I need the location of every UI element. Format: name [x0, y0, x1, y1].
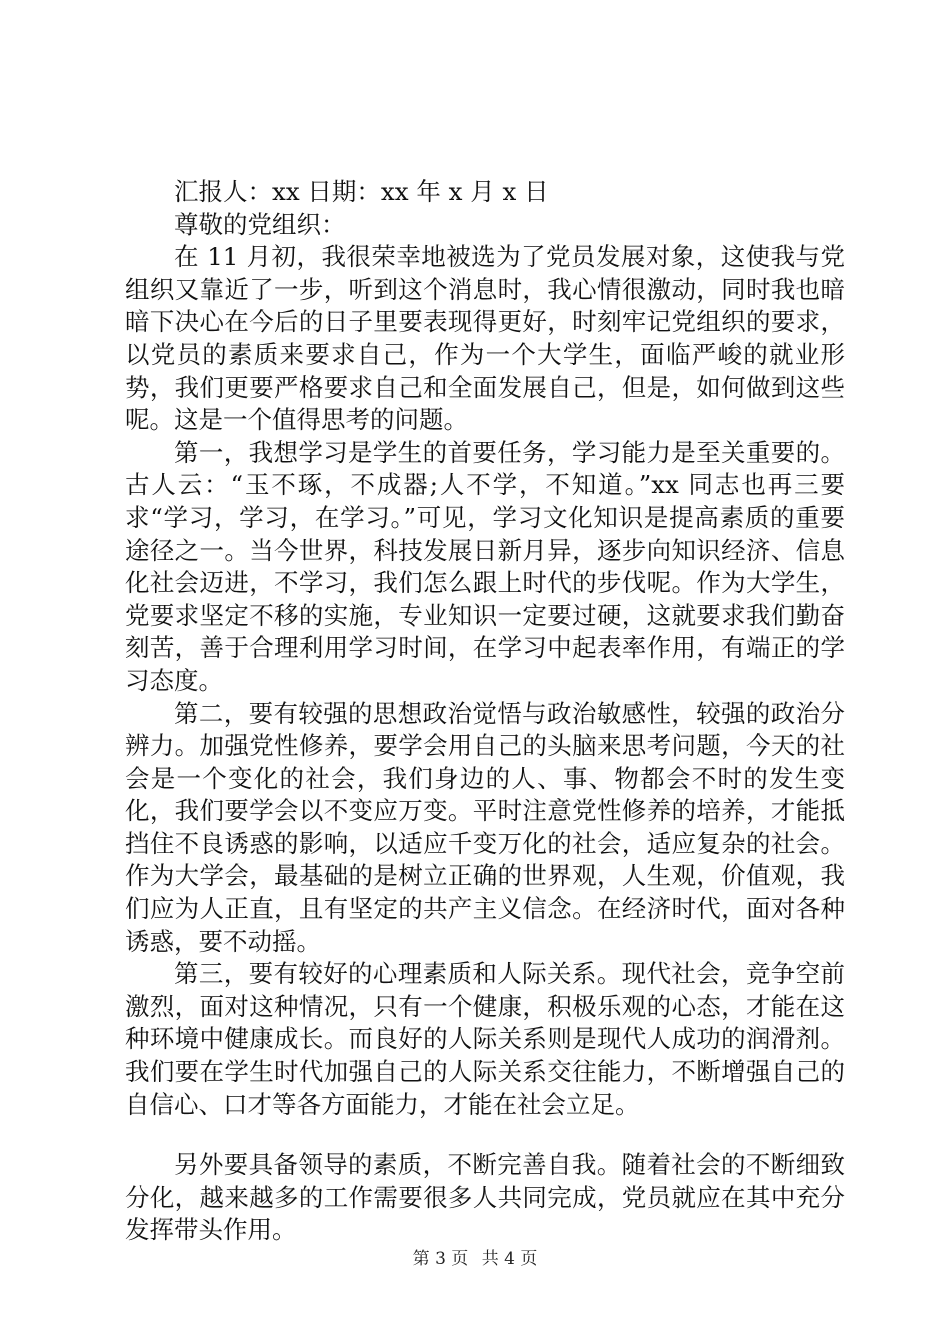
paragraph-leadership: 另外要具备领导的素质，不断完善自我。随着社会的不断细致分化，越来越多的工作需要很多人共同完成，党员就应在其中充分发挥带头作用。 [125, 1150, 845, 1245]
paragraph-intro: 在 11 月初，我很荣幸地被选为了党员发展对象，这使我与党组织又靠近了一步，听到这个消息时，我心情很激动，同时我也暗暗下决心在今后的日子里要表现得更好，时刻牢记党组织的要求，以党员的素质来要求自己，作为一个大学生，面临严峻的就业形势，我们更要严格要求自己和全面发展自己，但是，如何做到这些呢。这是一个值得思考的问题。 [125, 242, 845, 435]
page-total: 共 4 页 [481, 1249, 538, 1269]
paragraph-first-point: 第一，我想学习是学生的首要任务，学习能力是至关重要的。古人云：“玉不琢，不成器;人不学，不知道。”xx 同志也再三要求“学习，学习，在学习。”可见，学习文化知识是提高素质的重要途径之一。当今世界，科技发展日新月异，逐步向知识经济、信息化社会迈进，不学习，我们怎么跟上时代的步伐呢。作为大学生，党要求坚定不移的实施，专业知识一定要过硬，这就要求我们勤奋刻苦，善于合理利用学习时间，在学习中起表率作用，有端正的学习态度。 [125, 437, 845, 695]
paragraph-third-point: 第三，要有较好的心理素质和人际关系。现代社会，竞争空前激烈，面对这种情况，只有一个健康，积极乐观的心态，才能在这种环境中健康成长。而良好的人际关系则是现代人成功的润滑剂。我们要在学生时代加强自己的人际关系交往能力，不断增强自己的自信心、口才等各方面能力，才能在社会立足。 [125, 959, 845, 1119]
paragraph-second-point: 第二，要有较强的思想政治觉悟与政治敏感性，较强的政治分辨力。加强党性修养，要学会用自己的头脑来思考问题，今天的社会是一个变化的社会，我们身边的人、事、物都会不时的发生变化，我们要学会以不变应万变。平时注意党性修养的培养，才能抵挡住不良诱惑的影响，以适应千变万化的社会，适应复杂的社会。作为大学会，最基础的是树立正确的世界观，人生观，价值观，我们应为人正直，且有坚定的共产主义信念。在经济时代，面对各种诱惑，要不动摇。 [125, 698, 845, 956]
page-footer [0, 1244, 950, 1269]
salutation: 尊敬的党组织： [174, 209, 346, 239]
document-body [125, 176, 845, 1247]
page-number: 第 3 页 [412, 1249, 469, 1269]
reporter-date-line: 汇报人：xx 日期：xx 年 x 月 x 日 [174, 177, 549, 206]
